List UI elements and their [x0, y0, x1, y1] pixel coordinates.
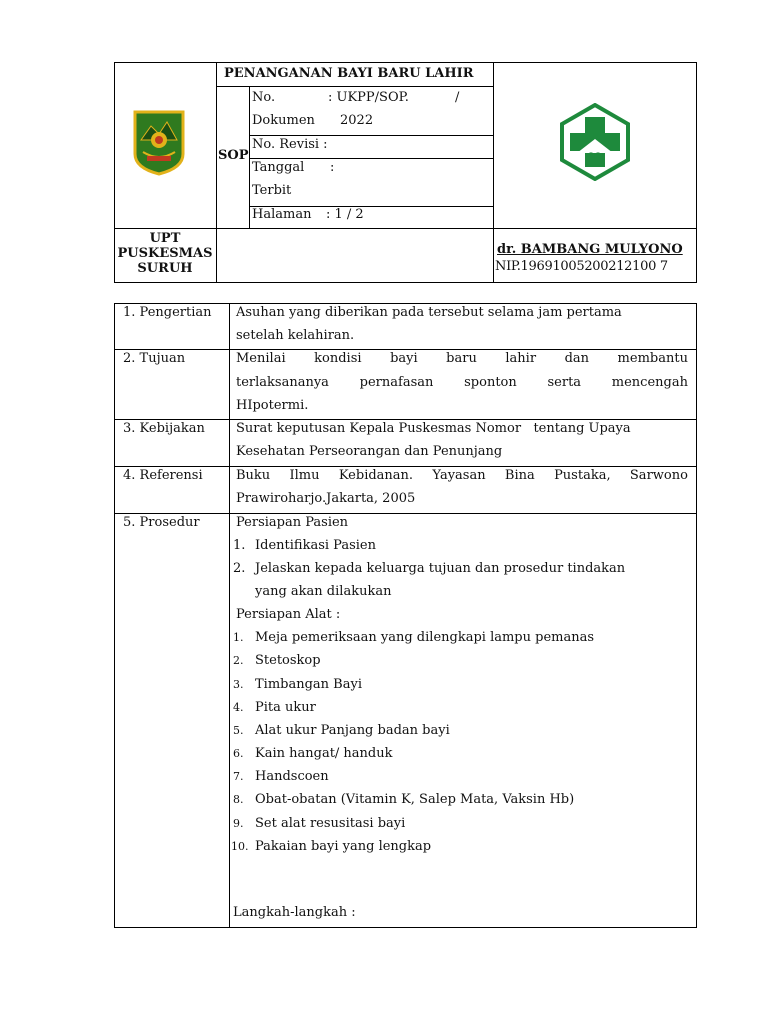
pasien-item-text: Jelaskan kepada keluarga tujuan dan prosedur tindakan [255, 561, 626, 576]
kebijakan-line-2: Kesehatan Perseorangan dan Penunjang [236, 444, 503, 459]
halaman-value: : 1 / 2 [326, 207, 364, 222]
alat-item-text: Stetoskop [255, 653, 321, 668]
pengertian-line-2: setelah kelahiran. [236, 328, 355, 343]
alat-item-num: 6. [233, 747, 244, 760]
alat-item-num: 1. [233, 631, 244, 644]
halaman-label: Halaman [252, 207, 312, 222]
alat-item-text: Pita ukur [255, 700, 316, 715]
signer-nip: NIP.19691005200212100 7 [495, 259, 668, 274]
alat-item-num: 10. [231, 840, 249, 853]
alat-item-num: 5. [233, 724, 244, 737]
signer-name: dr. BAMBANG MULYONO [497, 242, 683, 257]
document-title: PENANGANAN BAYI BARU LAHIR [224, 66, 474, 81]
tujuan-label: 2. Tujuan [123, 351, 186, 366]
alat-item-num: 8. [233, 793, 244, 806]
tujuan-line-1: Menilai kondisi bayi baru lahir dan membantu [236, 351, 688, 366]
prosedur-label: 5. Prosedur [123, 515, 200, 530]
no-dokumen-slash: / [455, 90, 460, 105]
alat-item-text: Set alat resusitasi bayi [255, 816, 406, 831]
langkah-heading: Langkah-langkah : [233, 905, 356, 920]
tanggal-label: Tanggal [252, 160, 305, 175]
kebijakan-line-1: Surat keputusan Kepala Puskesmas Nomor tentang Upaya [236, 421, 631, 436]
alat-item-text: Alat ukur Panjang badan bayi [255, 723, 450, 738]
referensi-label: 4. Referensi [123, 468, 203, 483]
tujuan-line-3: HIpotermi. [236, 398, 309, 413]
persiapan-pasien-heading: Persiapan Pasien [236, 515, 349, 530]
puskesmas-cross-icon [556, 103, 634, 181]
alat-item-num: 9. [233, 817, 244, 830]
org-line-1: UPT [149, 231, 181, 246]
pasien-item-num: 2. [233, 561, 246, 576]
referensi-line-1: Buku Ilmu Kebidanan. Yayasan Bina Pustaka, Sarwono [236, 468, 688, 483]
no-dokumen-value: : UKPP/SOP. [328, 90, 409, 105]
alat-item-text: Timbangan Bayi [255, 677, 362, 692]
pengertian-line-1: Asuhan yang diberikan pada tersebut selama jam pertama [236, 305, 622, 320]
tanggal-colon: : [330, 160, 335, 175]
regency-emblem-icon [133, 110, 185, 176]
alat-item-text: Kain hangat/ handuk [255, 746, 393, 761]
alat-item-text: Obat-obatan (Vitamin K, Salep Mata, Vaksin Hb) [255, 792, 575, 807]
pasien-item-num: 1. [233, 538, 246, 553]
org-line-2: PUSKESMAS [117, 246, 213, 261]
pengertian-label: 1. Pengertian [123, 305, 212, 320]
persiapan-alat-heading: Persiapan Alat : [236, 607, 341, 622]
referensi-line-2: Prawiroharjo.Jakarta, 2005 [236, 491, 416, 506]
sop-label: SOP [218, 148, 249, 163]
no-revisi: No. Revisi : [252, 137, 328, 152]
alat-item-text: Meja pemeriksaan yang dilengkapi lampu pemanas [255, 630, 595, 645]
alat-item-num: 7. [233, 770, 244, 783]
alat-item-num: 3. [233, 678, 244, 691]
org-line-3: SURUH [137, 261, 193, 276]
no-dokumen-label: No. [252, 90, 276, 105]
pasien-item-text: Identifikasi Pasien [255, 538, 376, 553]
kebijakan-label: 3. Kebijakan [123, 421, 205, 436]
alat-item-num: 4. [233, 701, 244, 714]
no-dokumen-label-2: Dokumen [252, 113, 315, 128]
tujuan-line-2: terlaksananya pernafasan sponton serta mencengah [236, 375, 688, 390]
alat-item-num: 2. [233, 654, 244, 667]
terbit-label: Terbit [252, 183, 292, 198]
alat-item-text: Handscoen [255, 769, 329, 784]
alat-item-text: Pakaian bayi yang lengkap [255, 839, 432, 854]
no-dokumen-year: 2022 [340, 113, 374, 128]
pasien-item-text-cont: yang akan dilakukan [255, 584, 392, 599]
